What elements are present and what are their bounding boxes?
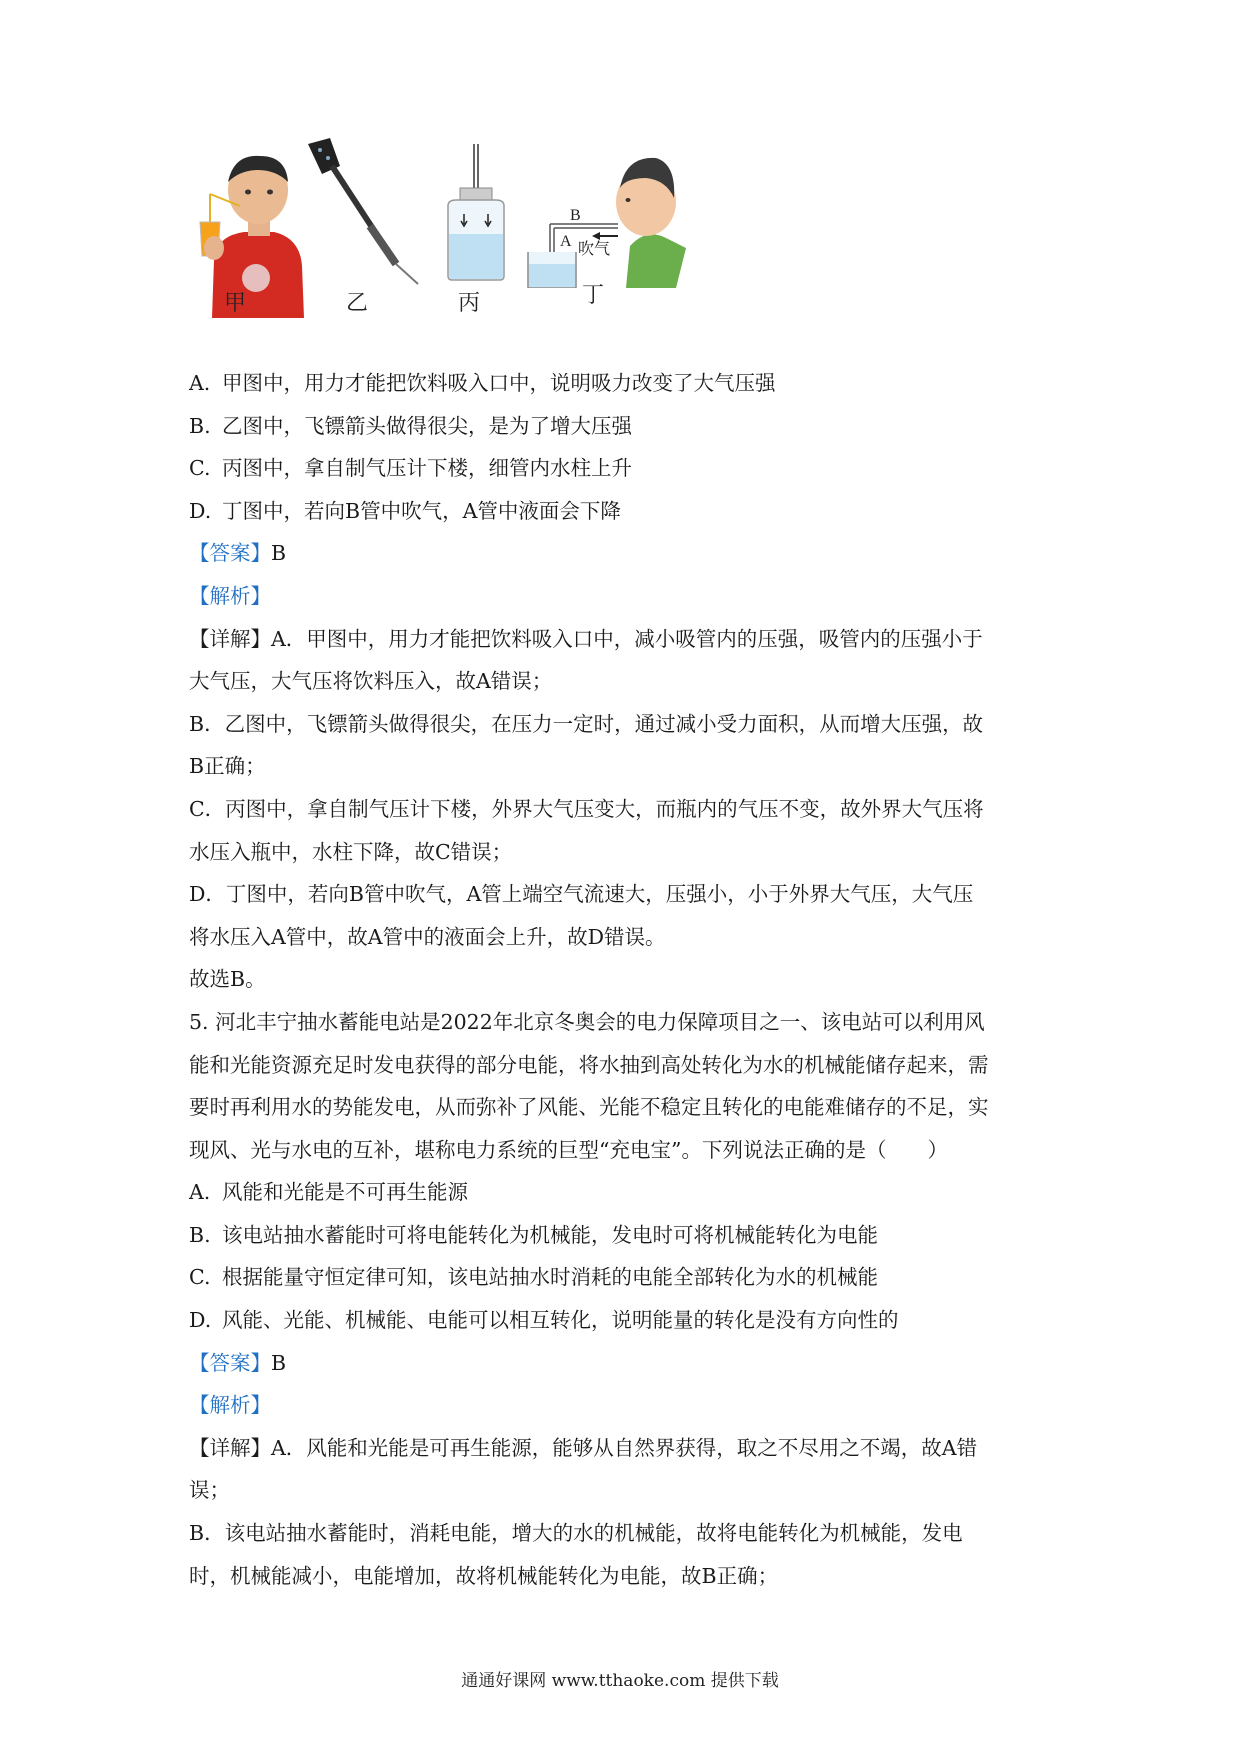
- q5-detail-line: 【详解】A．风能和光能是可再生能源，能够从自然界获得，取之不尽用之不竭，故A错: [189, 1435, 978, 1460]
- option-label: A.: [189, 371, 211, 395]
- option-text: 乙图中，飞镖箭头做得很尖，是为了增大压强: [222, 413, 632, 438]
- option-label: C.: [189, 1265, 211, 1290]
- figure-row: [196, 148, 756, 348]
- blowing-tube-figure: [526, 148, 766, 288]
- q5-stem-line: 要时再利用水的势能发电，从而弥补了风能、光能不稳定且转化的电能难储存的不足，实: [189, 1095, 989, 1120]
- option-text: 该电站抽水蓄能时可将电能转化为机械能，发电时可将机械能转化为电能: [222, 1222, 878, 1247]
- q5-option-b: [189, 1214, 1049, 1257]
- answer-value: B: [271, 541, 287, 566]
- caption-bing: 丙: [458, 291, 481, 316]
- option-text: 甲图中，用力才能把饮料吸入口中，说明吸力改变了大气压强: [222, 371, 776, 395]
- option-label: D.: [189, 1308, 212, 1333]
- q5-analysis: [189, 1384, 1049, 1427]
- q4-option-c: [189, 447, 1049, 490]
- dart-figure: [300, 136, 430, 286]
- q5-detail-line: 误；: [189, 1478, 230, 1503]
- q4-option-a: [189, 362, 1049, 405]
- q4-detail-line: D．丁图中，若向B管中吹气，A管上端空气流速大，压强小，小于外界大气压，大气压: [189, 882, 974, 907]
- answer-value: B: [271, 1350, 287, 1375]
- option-label: A.: [189, 1180, 211, 1205]
- q5-option-a: [189, 1171, 1049, 1214]
- tube-label-b: B: [570, 207, 581, 224]
- option-label: C.: [189, 456, 211, 481]
- caption-jia: 甲: [224, 291, 247, 316]
- q5-stem-line: 现风、光与水电的互补，堪称电力系统的巨型“充电宝”。下列说法正确的是（ ）: [189, 1137, 948, 1162]
- option-text: 丁图中，若向B管中吹气，A管中液面会下降: [222, 498, 621, 523]
- tube-label-a: A: [560, 233, 572, 250]
- analysis-tag: 【解析】: [189, 583, 271, 608]
- detail-tag: 【详解】: [189, 1435, 271, 1460]
- q4-option-d: [189, 490, 1049, 533]
- q5-detail-line: 时，机械能减小，电能增加，故将机械能转化为电能，故B正确；: [189, 1563, 779, 1588]
- answer-tag: 【答案】: [189, 541, 271, 566]
- q5-detail-line: B．该电站抽水蓄能时，消耗电能，增大的水的机械能，故将电能转化为机械能，发电: [189, 1521, 963, 1546]
- q5-option-c: [189, 1256, 1049, 1299]
- page-footer: 通通好课网 www.tthaoke.com 提供下载: [461, 1671, 779, 1691]
- blow-label: 吹气: [578, 239, 611, 258]
- q5-answer: [189, 1342, 1049, 1385]
- barometer-bottle-figure: [434, 144, 514, 284]
- option-text: 风能和光能是不可再生能源: [222, 1180, 468, 1205]
- q5-stem-line: 能和光能资源充足时发电获得的部分电能，将水抽到高处转化为水的机械能储存起来，需: [189, 1052, 989, 1077]
- q4-detail-line: B正确；: [189, 754, 266, 779]
- caption-ding: 丁: [582, 283, 605, 308]
- q4-detail-line: 大气压，大气压将饮料压入，故A错误；: [189, 669, 553, 694]
- caption-yi: 乙: [346, 291, 369, 316]
- option-text: 根据能量守恒定律可知，该电站抽水时消耗的电能全部转化为水的机械能: [222, 1265, 878, 1290]
- q4-detail-line: B．乙图中，飞镖箭头做得很尖，在压力一定时，通过减小受力面积，从而增大压强，故: [189, 711, 984, 736]
- analysis-tag: 【解析】: [189, 1393, 271, 1418]
- option-text: 丙图中，拿自制气压计下楼，细管内水柱上升: [222, 456, 632, 481]
- q4-conclusion: 故选B。: [189, 967, 266, 992]
- q4-analysis: [189, 575, 1049, 618]
- answer-tag: 【答案】: [189, 1350, 271, 1375]
- q4-detail-line: 将水压入A管中，故A管中的液面会上升，故D错误。: [189, 924, 666, 949]
- q4-option-b: [189, 405, 1049, 448]
- option-label: B.: [189, 1222, 211, 1247]
- q5-option-d: [189, 1299, 1049, 1342]
- detail-tag: 【详解】: [189, 626, 271, 651]
- q4-detail-line: 水压入瓶中，水柱下降，故C错误；: [189, 839, 513, 864]
- boy-drinking-figure: [196, 148, 311, 318]
- option-text: 风能、光能、机械能、电能可以相互转化，说明能量的转化是没有方向性的: [222, 1308, 899, 1333]
- q5-stem-line: 5. 河北丰宁抽水蓄能电站是2022年北京冬奥会的电力保障项目之一、该电站可以利用风: [189, 1009, 985, 1034]
- q4-answer: [189, 532, 1049, 575]
- q4-detail-line: C．丙图中，拿自制气压计下楼，外界大气压变大，而瓶内的气压不变，故外界大气压将: [189, 796, 984, 821]
- question-content: [189, 362, 1049, 1597]
- option-label: D.: [189, 498, 212, 523]
- q4-detail-line: 【详解】A．甲图中，用力才能把饮料吸入口中，减小吸管内的压强，吸管内的压强小于: [189, 626, 983, 651]
- option-label: B.: [189, 413, 211, 438]
